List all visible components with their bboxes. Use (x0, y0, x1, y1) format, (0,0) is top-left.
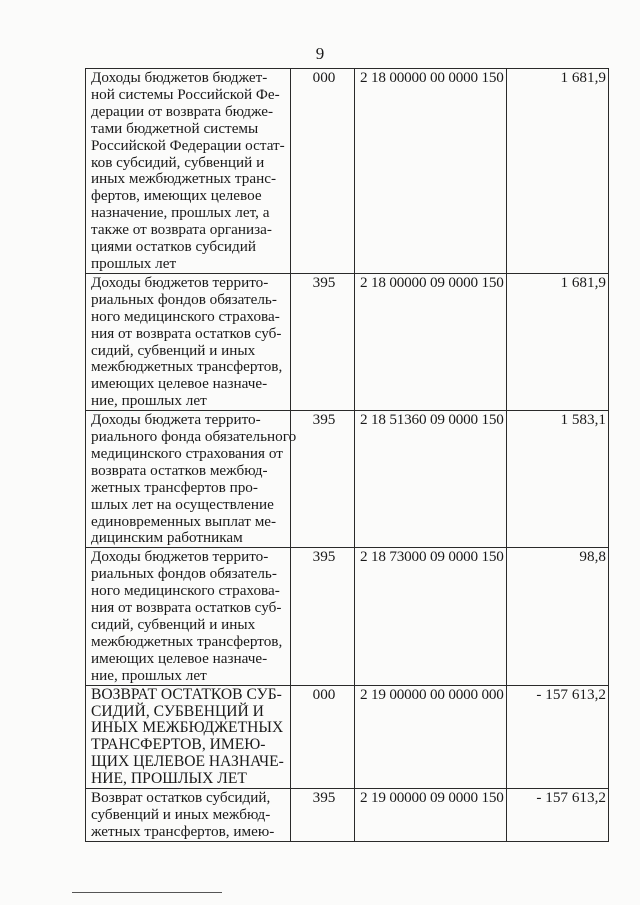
revenue-name-line: возврата остатков межбюд- (91, 461, 268, 479)
revenue-name-cell (86, 273, 291, 410)
revenue-name-line: Доходы бюджетов бюджет- (91, 69, 268, 86)
revenue-name-line: НИЕ, ПРОШЛЫХ ЛЕТ (91, 770, 247, 788)
revenue-name-line: Доходы бюджетов террито- (91, 273, 269, 291)
admin-code-cell: 000 (291, 69, 355, 274)
revenue-name-cell (86, 69, 291, 274)
classification-code-cell: 2 19 00000 09 0000 150 (355, 789, 507, 842)
revenue-name-line: Российской Федерации остат- (91, 136, 285, 154)
revenue-name-line: сидий, субвенций и иных (91, 616, 256, 633)
revenue-name-line: имеющих целевое назначе- (91, 375, 268, 393)
footer-rule (72, 892, 222, 893)
revenue-name-line: имеющих целевое назначе- (91, 649, 268, 667)
amount-cell: - 157 613,2 (507, 789, 609, 842)
revenue-name-line: межбюджетных трансфертов, (91, 358, 283, 376)
revenue-name-line: фертов, имеющих целевое (91, 187, 262, 205)
amount-cell: 98,8 (507, 548, 609, 685)
revenue-name-line: циями остатков субсидий (91, 238, 256, 256)
revenue-name-line: ние, прошлых лет (91, 666, 207, 684)
revenue-name-line: дицинским работникам (91, 529, 243, 547)
admin-code-cell: 395 (291, 548, 355, 685)
revenue-name-line: тами бюджетной системы (91, 119, 259, 137)
revenue-name-line: сидий, субвенций и иных (91, 341, 256, 359)
classification-code-cell: 2 18 73000 09 0000 150 (355, 548, 507, 685)
revenue-name-cell (86, 548, 291, 685)
revenue-name-line: субвенций и иных межбюд- (91, 805, 271, 823)
amount-cell: 1 583,1 (507, 411, 609, 548)
table-row (86, 69, 609, 274)
revenue-name-line: ной системы Российской Фе- (91, 85, 280, 103)
table-row (86, 548, 609, 685)
budget-table (85, 68, 609, 842)
classification-code-cell: 2 18 00000 09 0000 150 (355, 273, 507, 410)
revenue-name-line: ного медицинского страхова- (91, 307, 280, 325)
revenue-name-line: Возврат остатков субсидий, (91, 789, 271, 807)
revenue-name-line: ВОЗВРАТ ОСТАТКОВ СУБ- (91, 685, 282, 703)
revenue-name-line: Доходы бюджетов террито- (91, 548, 269, 566)
classification-code-cell: 2 18 51360 09 0000 150 (355, 411, 507, 548)
amount-cell: 1 681,9 (507, 69, 609, 274)
classification-code-cell: 2 19 00000 00 0000 000 (355, 685, 507, 788)
revenue-name-line: назначение, прошлых лет, а (91, 204, 270, 222)
admin-code-cell: 395 (291, 273, 355, 410)
revenue-name-cell (86, 411, 297, 548)
revenue-name-cell (86, 685, 291, 788)
revenue-name-line: межбюджетных трансфертов, (91, 632, 283, 650)
table-row (86, 411, 609, 548)
revenue-name-line: также от возврата организа- (91, 221, 272, 239)
revenue-name-line: Доходы бюджета террито- (91, 411, 261, 429)
amount-cell: 1 681,9 (507, 273, 609, 410)
admin-code-cell: 000 (291, 685, 355, 788)
revenue-name-line: единовременных выплат ме- (91, 512, 277, 530)
amount-cell: - 157 613,2 (507, 685, 609, 788)
revenue-name-line: ЩИХ ЦЕЛЕВОЕ НАЗНАЧЕ- (91, 753, 284, 771)
table-row (86, 685, 609, 788)
revenue-name-line: медицинского страхования от (91, 444, 283, 462)
revenue-name-line: риальных фондов обязатель- (91, 290, 277, 308)
revenue-name-cell (86, 789, 291, 842)
admin-code-cell: 395 (291, 789, 355, 842)
revenue-name-line: риального фонда обязательного (91, 428, 297, 446)
revenue-name-line: ков субсидий, субвенций и (91, 153, 265, 171)
revenue-name-line: прошлых лет (91, 254, 177, 272)
revenue-name-line: ТРАНСФЕРТОВ, ИМЕЮ- (91, 736, 266, 754)
revenue-name-line: дерации от возврата бюдже- (91, 102, 274, 120)
revenue-name-line: жетных трансфертов, имею- (91, 822, 275, 840)
revenue-name-line: ИНЫХ МЕЖБЮДЖЕТНЫХ (91, 719, 284, 737)
revenue-name-line: ние, прошлых лет (91, 392, 207, 410)
revenue-name-line: ного медицинского страхова- (91, 582, 280, 600)
revenue-name-line: ния от возврата остатков суб- (91, 599, 282, 617)
table-row (86, 789, 609, 842)
revenue-name-line: жетных трансфертов про- (91, 478, 258, 496)
revenue-name-line: риальных фондов обязатель- (91, 565, 277, 583)
table-row (86, 273, 609, 410)
revenue-name-line: иных межбюджетных транс- (91, 170, 277, 188)
classification-code-cell: 2 18 00000 00 0000 150 (355, 69, 507, 274)
revenue-name-line: шлых лет на осуществление (91, 495, 274, 513)
revenue-name-line: СИДИЙ, СУБВЕНЦИЙ И (91, 702, 264, 720)
revenue-name-line: ния от возврата остатков суб- (91, 324, 282, 342)
page-number: 9 (315, 44, 325, 63)
admin-code-cell: 395 (291, 411, 355, 548)
